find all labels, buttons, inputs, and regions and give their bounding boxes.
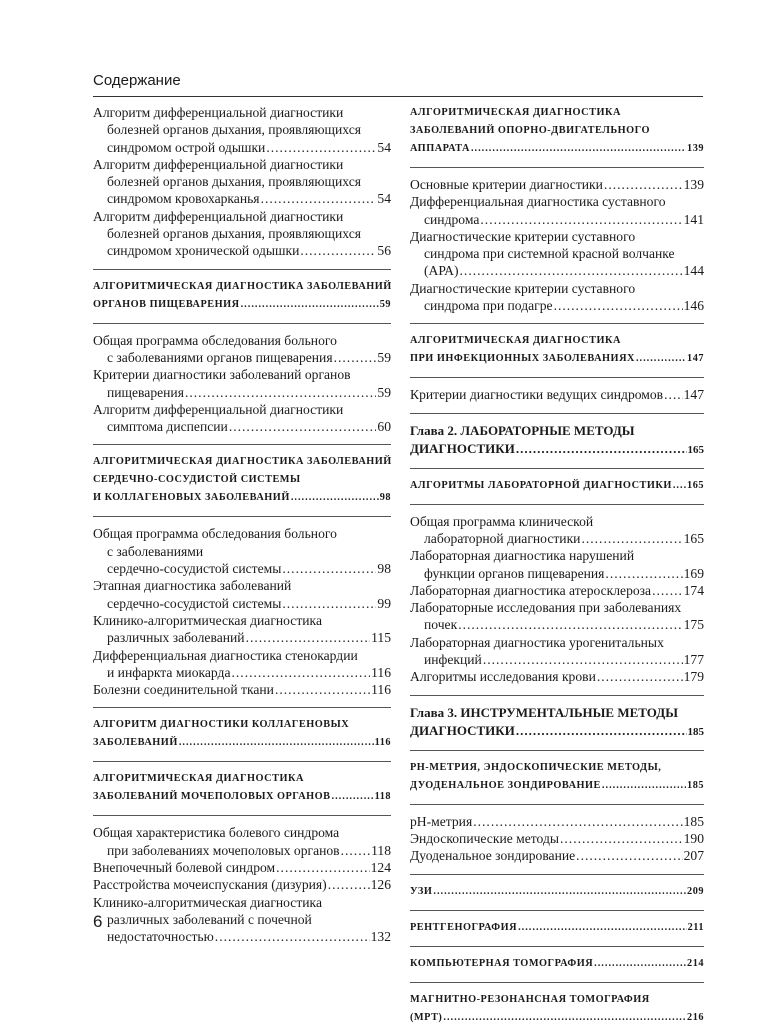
toc-entry-title-line: и инфаркта миокарда xyxy=(107,664,231,680)
toc-entry-title-line: Лабораторные исследования при заболеваниях xyxy=(410,600,682,616)
toc-page-number: 141 xyxy=(683,211,704,227)
toc-page-number: 124 xyxy=(370,860,391,876)
toc-page-number: 207 xyxy=(683,848,704,864)
toc-page-number: 139 xyxy=(687,143,704,154)
toc-entry-title-line: функции органов пищеварения xyxy=(424,565,605,581)
toc-section[interactable] xyxy=(410,991,704,1027)
toc-page-number: 116 xyxy=(374,737,391,749)
toc-entry[interactable] xyxy=(410,280,704,315)
section-divider xyxy=(93,516,391,517)
toc-entry-title-line: синдрома при подагре xyxy=(424,298,553,314)
toc-entry[interactable] xyxy=(93,612,391,647)
toc-section[interactable] xyxy=(410,332,704,368)
toc-section[interactable] xyxy=(93,716,391,752)
toc-section[interactable] xyxy=(410,883,704,901)
toc-entry-title-line: Эндоскопические методы xyxy=(410,830,559,846)
toc-entry-title-line: (МРТ) xyxy=(410,1011,443,1023)
dot-leader xyxy=(332,788,374,806)
toc-entry-title-line: Алгоритм дифференциальной диагностики xyxy=(93,401,344,417)
section-divider xyxy=(410,946,704,947)
toc-entry-title-line: Клинико-алгоритмическая диагностика xyxy=(93,894,322,910)
dot-leader xyxy=(229,418,377,435)
toc-page-number: 177 xyxy=(683,652,704,668)
toc-page-number: 116 xyxy=(371,664,391,680)
toc-entry-title-line: болезней органов дыхания, проявляющихся xyxy=(107,226,361,242)
toc-entry[interactable] xyxy=(410,176,704,193)
dot-leader xyxy=(581,530,682,547)
dot-leader xyxy=(473,813,682,830)
toc-entry-title-line: синдромом кровохарканья xyxy=(107,191,260,207)
toc-entry[interactable] xyxy=(410,228,704,280)
toc-page-number: 118 xyxy=(371,842,391,858)
dot-leader xyxy=(460,262,683,279)
dot-leader xyxy=(341,842,371,859)
toc-entry-title-line: болезней органов дыхания, проявляющихся xyxy=(107,122,361,138)
section-divider xyxy=(410,874,704,875)
section-divider xyxy=(410,377,704,378)
toc-section[interactable] xyxy=(410,955,704,973)
toc-entry[interactable] xyxy=(410,599,704,634)
toc-entry-title-line: Лабораторная диагностика урогенитальных xyxy=(410,634,664,650)
toc-entry[interactable] xyxy=(410,813,704,830)
toc-entry-title-line: Алгоритм дифференциальной диагностики xyxy=(93,208,344,224)
toc-entry[interactable] xyxy=(410,668,704,685)
toc-entry[interactable] xyxy=(93,104,391,156)
toc-page-number: 147 xyxy=(683,387,704,403)
toc-entry-title-line: ДИАГНОСТИКИ xyxy=(410,722,515,738)
toc-entry[interactable] xyxy=(93,208,391,260)
toc-entry-title-line: различных заболеваний с почечной xyxy=(107,911,312,927)
toc-entry-title-line: Внепочечный болевой синдром xyxy=(93,860,276,876)
dot-leader xyxy=(261,190,377,207)
dot-leader xyxy=(560,830,683,847)
toc-entry-title-line: Диагностические критерии суставного xyxy=(410,228,636,244)
toc-page-number: 115 xyxy=(371,630,391,646)
toc-entry[interactable] xyxy=(410,547,704,582)
toc-entry[interactable] xyxy=(93,156,391,208)
toc-page-number: 132 xyxy=(370,929,391,945)
dot-leader xyxy=(185,384,376,401)
toc-entry-title-line: пищеварения xyxy=(107,384,184,400)
section-divider xyxy=(93,323,391,324)
toc-entry[interactable] xyxy=(410,634,704,669)
toc-entry-title-line: рН-метрия xyxy=(410,813,473,829)
toc-page-number: 214 xyxy=(687,957,704,969)
toc-entry-title-line: лабораторной диагностики xyxy=(424,530,581,546)
toc-entry-title-line: АЛГОРИТМЫ ЛАБОРАТОРНОЙ ДИАГНОСТИКИ xyxy=(410,479,672,491)
toc-column-right xyxy=(410,104,704,1027)
toc-entry-title-line: РЕНТГЕНОГРАФИЯ xyxy=(410,921,518,933)
dot-leader xyxy=(518,919,687,937)
toc-entry-title-line: ПРИ ИНФЕКЦИОННЫХ ЗАБОЛЕВАНИЯХ xyxy=(410,353,635,365)
toc-entry[interactable] xyxy=(93,681,391,698)
toc-entry-title-line: с заболеваниями органов пищеварения xyxy=(107,349,333,365)
section-divider xyxy=(410,804,704,805)
dot-leader xyxy=(282,595,376,612)
toc-page-number: 147 xyxy=(687,353,704,365)
section-divider xyxy=(410,413,704,414)
dot-leader xyxy=(179,734,374,752)
dot-leader xyxy=(328,876,370,893)
toc-entry-title-line: Общая программа клинической xyxy=(410,513,594,529)
dot-leader xyxy=(597,668,683,685)
section-divider xyxy=(410,750,704,751)
toc-entry-title-line: И КОЛЛАГЕНОВЫХ ЗАБОЛЕВАНИЙ xyxy=(93,492,290,504)
toc-section[interactable] xyxy=(93,278,391,314)
toc-page-number: 185 xyxy=(687,779,704,791)
toc-entry-title-line: недостаточностью xyxy=(107,929,214,945)
page-number: 6 xyxy=(93,912,103,931)
section-divider xyxy=(410,167,704,168)
running-header xyxy=(93,70,703,97)
dot-leader xyxy=(433,883,686,901)
toc-entry-title-line: ДИАГНОСТИКИ xyxy=(410,440,515,456)
toc-entry-title-line: Алгоритм дифференциальной диагностики xyxy=(93,105,344,120)
dot-leader xyxy=(636,350,686,368)
toc-entry-title-line: ЗАБОЛЕВАНИЙ МОЧЕПОЛОВЫХ ОРГАНОВ xyxy=(93,791,331,803)
toc-section[interactable] xyxy=(410,759,704,795)
toc-entry-title-line: Этапная диагностика заболеваний xyxy=(93,578,292,594)
section-divider xyxy=(410,695,704,696)
toc-entry-title-line: различных заболеваний xyxy=(107,630,245,646)
section-divider xyxy=(93,269,391,270)
section-divider xyxy=(410,323,704,324)
toc-page-number: 165 xyxy=(683,530,704,546)
toc-entry[interactable] xyxy=(410,830,704,847)
toc-page-number: 185 xyxy=(683,813,704,829)
toc-entry-title-line: РН-МЕТРИЯ, ЭНДОСКОПИЧЕСКИЕ МЕТОДЫ, xyxy=(410,761,662,773)
dot-leader xyxy=(241,296,379,314)
toc-section[interactable] xyxy=(93,453,391,507)
toc-page-number: 165 xyxy=(687,443,704,456)
section-divider xyxy=(93,815,391,816)
toc-entry-title-line: Болезни соединительной ткани xyxy=(93,682,274,698)
toc-page-number: 126 xyxy=(370,877,391,893)
toc-entry-title-line: Дуоденальное зондирование xyxy=(410,848,576,864)
toc-entry-title-line: синдрома при системной красной волчанке xyxy=(424,246,675,262)
toc-entry[interactable] xyxy=(93,894,391,946)
toc-page-number: 216 xyxy=(687,1011,704,1023)
toc-entry-title-line: Основные критерии диагностики xyxy=(410,177,603,192)
toc-section[interactable] xyxy=(410,477,704,495)
toc-entry-title-line: СЕРДЕЧНО-СОСУДИСТОЙ СИСТЕМЫ xyxy=(93,474,301,486)
dot-leader xyxy=(602,777,686,795)
toc-entry[interactable] xyxy=(93,401,391,436)
toc-page-number: 60 xyxy=(377,419,391,435)
section-divider xyxy=(410,468,704,469)
toc-entry-title-line: болезней органов дыхания, проявляющихся xyxy=(107,174,361,190)
toc-entry[interactable] xyxy=(410,386,704,403)
dot-leader xyxy=(516,722,687,740)
toc-page-number: 59 xyxy=(377,384,391,400)
toc-page-number: 185 xyxy=(687,725,704,738)
toc-entry-title-line: Глава 3. ИНСТРУМЕНТАЛЬНЫЕ МЕТОДЫ xyxy=(410,704,678,720)
toc-entry[interactable] xyxy=(93,332,391,367)
toc-entry-title-line: АЛГОРИТМИЧЕСКАЯ ДИАГНОСТИКА xyxy=(410,335,621,347)
dot-leader xyxy=(282,560,376,577)
toc-chapter[interactable] xyxy=(410,704,704,741)
toc-page-number: 54 xyxy=(377,191,391,207)
dot-leader xyxy=(483,651,683,668)
toc-entry-title-line: Алгоритм дифференциальной диагностики xyxy=(93,156,344,172)
toc-entry-title-line: ДУОДЕНАЛЬНОЕ ЗОНДИРОВАНИЕ xyxy=(410,779,601,791)
toc-entry-title-line: Глава 2. ЛАБОРАТОРНЫЕ МЕТОДЫ xyxy=(410,422,635,438)
dot-leader xyxy=(458,616,682,633)
toc-entry-title-line: АЛГОРИТМИЧЕСКАЯ ДИАГНОСТИКА ЗАБОЛЕВАНИЙ xyxy=(93,280,392,292)
toc-page-number: 116 xyxy=(371,682,391,698)
toc-entry[interactable] xyxy=(93,366,391,401)
toc-entry-title-line: ОРГАНОВ ПИЩЕВАРЕНИЯ xyxy=(93,298,240,310)
dot-leader xyxy=(516,440,687,458)
section-divider xyxy=(93,761,391,762)
header-title: Содержание xyxy=(93,72,181,89)
section-divider xyxy=(410,982,704,983)
dot-leader xyxy=(554,297,683,314)
toc-section[interactable] xyxy=(410,104,704,158)
toc-entry-title-line: сердечно-сосудистой системы xyxy=(107,595,282,611)
toc-entry-title-line: УЗИ xyxy=(410,885,433,897)
dot-leader xyxy=(334,349,377,366)
dot-leader xyxy=(215,928,370,945)
toc-entry-title-line: Алгоритмы исследования крови xyxy=(410,669,596,685)
dot-leader xyxy=(276,859,369,876)
toc-entry-title-line: Диагностические критерии суставного xyxy=(410,280,636,296)
toc-entry-title-line: Лабораторная диагностика нарушений xyxy=(410,548,635,564)
toc-page-number: 175 xyxy=(683,617,704,633)
dot-leader xyxy=(443,1009,686,1027)
toc-entry-title-line: КОМПЬЮТЕРНАЯ ТОМОГРАФИЯ xyxy=(410,957,594,969)
dot-leader xyxy=(266,139,376,156)
toc-entry-title-line: почек xyxy=(424,617,458,633)
toc-entry-title-line: АЛГОРИТМ ДИАГНОСТИКИ КОЛЛАГЕНОВЫХ xyxy=(93,719,350,731)
dot-leader xyxy=(471,140,686,158)
toc-entry-title-line: АЛГОРИТМИЧЕСКАЯ ДИАГНОСТИКА ЗАБОЛЕВАНИЙ xyxy=(93,456,392,468)
toc-entry-title-line: Расстройства мочеиспускания (дизурия) xyxy=(93,877,327,893)
section-divider xyxy=(93,707,391,708)
toc-entry-title-line: синдрома xyxy=(424,211,480,227)
toc-section[interactable] xyxy=(410,919,704,937)
toc-entry-title-line: Критерии диагностики заболеваний органов xyxy=(93,367,351,383)
toc-entry-title-line: ЗАБОЛЕВАНИЙ xyxy=(93,737,178,749)
toc-page-number: 54 xyxy=(377,139,391,155)
toc-page-number: 56 xyxy=(377,243,391,259)
toc-entry-title-line: инфекций xyxy=(424,652,482,668)
toc-page-number: 139 xyxy=(683,177,704,192)
toc-entry-title-line: симптома диспепсии xyxy=(107,419,228,435)
toc-page-number: 169 xyxy=(683,565,704,581)
toc-entry-title-line: ЗАБОЛЕВАНИЙ ОПОРНО-ДВИГАТЕЛЬНОГО xyxy=(410,125,650,136)
toc-entry[interactable] xyxy=(410,582,704,599)
toc-entry-title-line: сердечно-сосудистой системы xyxy=(107,561,282,577)
dot-leader xyxy=(652,582,683,599)
toc-section[interactable] xyxy=(93,770,391,806)
toc-entry-title-line: при заболеваниях мочеполовых органов xyxy=(107,842,340,858)
section-divider xyxy=(410,910,704,911)
toc-chapter[interactable] xyxy=(410,422,704,459)
toc-entry-title-line: АЛГОРИТМИЧЕСКАЯ ДИАГНОСТИКА xyxy=(93,773,304,785)
section-divider xyxy=(93,444,391,445)
toc-page-number: 98 xyxy=(377,561,391,577)
toc-entry-title-line: МАГНИТНО-РЕЗОНАНСНАЯ ТОМОГРАФИЯ xyxy=(410,993,650,1005)
dot-leader xyxy=(576,847,682,864)
toc-entry-title-line: Общая программа обследования больного xyxy=(93,332,337,348)
dot-leader xyxy=(594,955,686,973)
toc-page-number: 179 xyxy=(683,669,704,685)
toc-entry-title-line: АППАРАТА xyxy=(410,143,470,154)
toc-entry-title-line: Критерии диагностики ведущих синдромов xyxy=(410,387,664,403)
toc-entry-title-line: Дифференциальная диагностика стенокардии xyxy=(93,647,358,663)
toc-entry[interactable] xyxy=(93,647,391,682)
toc-page-number: 146 xyxy=(683,298,704,314)
toc-entry-title-line: АЛГОРИТМИЧЕСКАЯ ДИАГНОСТИКА xyxy=(410,107,621,118)
toc-entry[interactable] xyxy=(410,513,704,548)
dot-leader xyxy=(232,664,371,681)
dot-leader xyxy=(664,386,683,403)
toc-entry-title-line: синдромом хронической одышки xyxy=(107,243,300,259)
toc-page-number: 211 xyxy=(687,921,704,933)
toc-page-number: 165 xyxy=(687,479,704,491)
dot-leader xyxy=(673,477,686,495)
toc-page-number: 118 xyxy=(374,791,391,803)
toc-page-number: 190 xyxy=(683,830,704,846)
toc-page-number: 99 xyxy=(377,595,391,611)
dot-leader xyxy=(480,211,682,228)
dot-leader xyxy=(300,242,376,259)
toc-page-number: 98 xyxy=(379,492,391,504)
dot-leader xyxy=(275,681,370,698)
toc-page-number: 59 xyxy=(377,349,391,365)
dot-leader xyxy=(246,629,371,646)
toc-entry-title-line: синдромом острой одышки xyxy=(107,139,266,155)
toc-column-left xyxy=(93,104,391,946)
toc-entry-title-line: Общая программа обследования больного xyxy=(93,526,337,542)
toc-entry-title-line: (АРА) xyxy=(424,263,459,279)
toc-entry[interactable] xyxy=(93,876,391,893)
toc-page-number: 59 xyxy=(379,298,391,310)
toc-entry-title-line: Лабораторная диагностика атеросклероза xyxy=(410,582,652,598)
section-divider xyxy=(410,504,704,505)
toc-entry[interactable] xyxy=(93,859,391,876)
toc-entry[interactable] xyxy=(93,577,391,612)
toc-entry-title-line: с заболеваниями xyxy=(107,543,204,559)
toc-entry-title-line: Клинико-алгоритмическая диагностика xyxy=(93,612,322,628)
toc-entry[interactable] xyxy=(410,847,704,864)
toc-page-number: 174 xyxy=(683,582,704,598)
toc-page-number: 144 xyxy=(683,263,704,279)
toc-entry-title-line: Общая характеристика болевого синдрома xyxy=(93,825,340,841)
dot-leader xyxy=(605,565,682,582)
toc-entry-title-line: Дифференциальная диагностика суставного xyxy=(410,194,666,210)
toc-entry[interactable] xyxy=(410,193,704,228)
dot-leader xyxy=(291,489,379,507)
toc-page-number: 209 xyxy=(687,885,704,897)
dot-leader xyxy=(604,176,683,193)
toc-entry[interactable] xyxy=(93,824,391,859)
toc-entry[interactable] xyxy=(93,525,391,577)
